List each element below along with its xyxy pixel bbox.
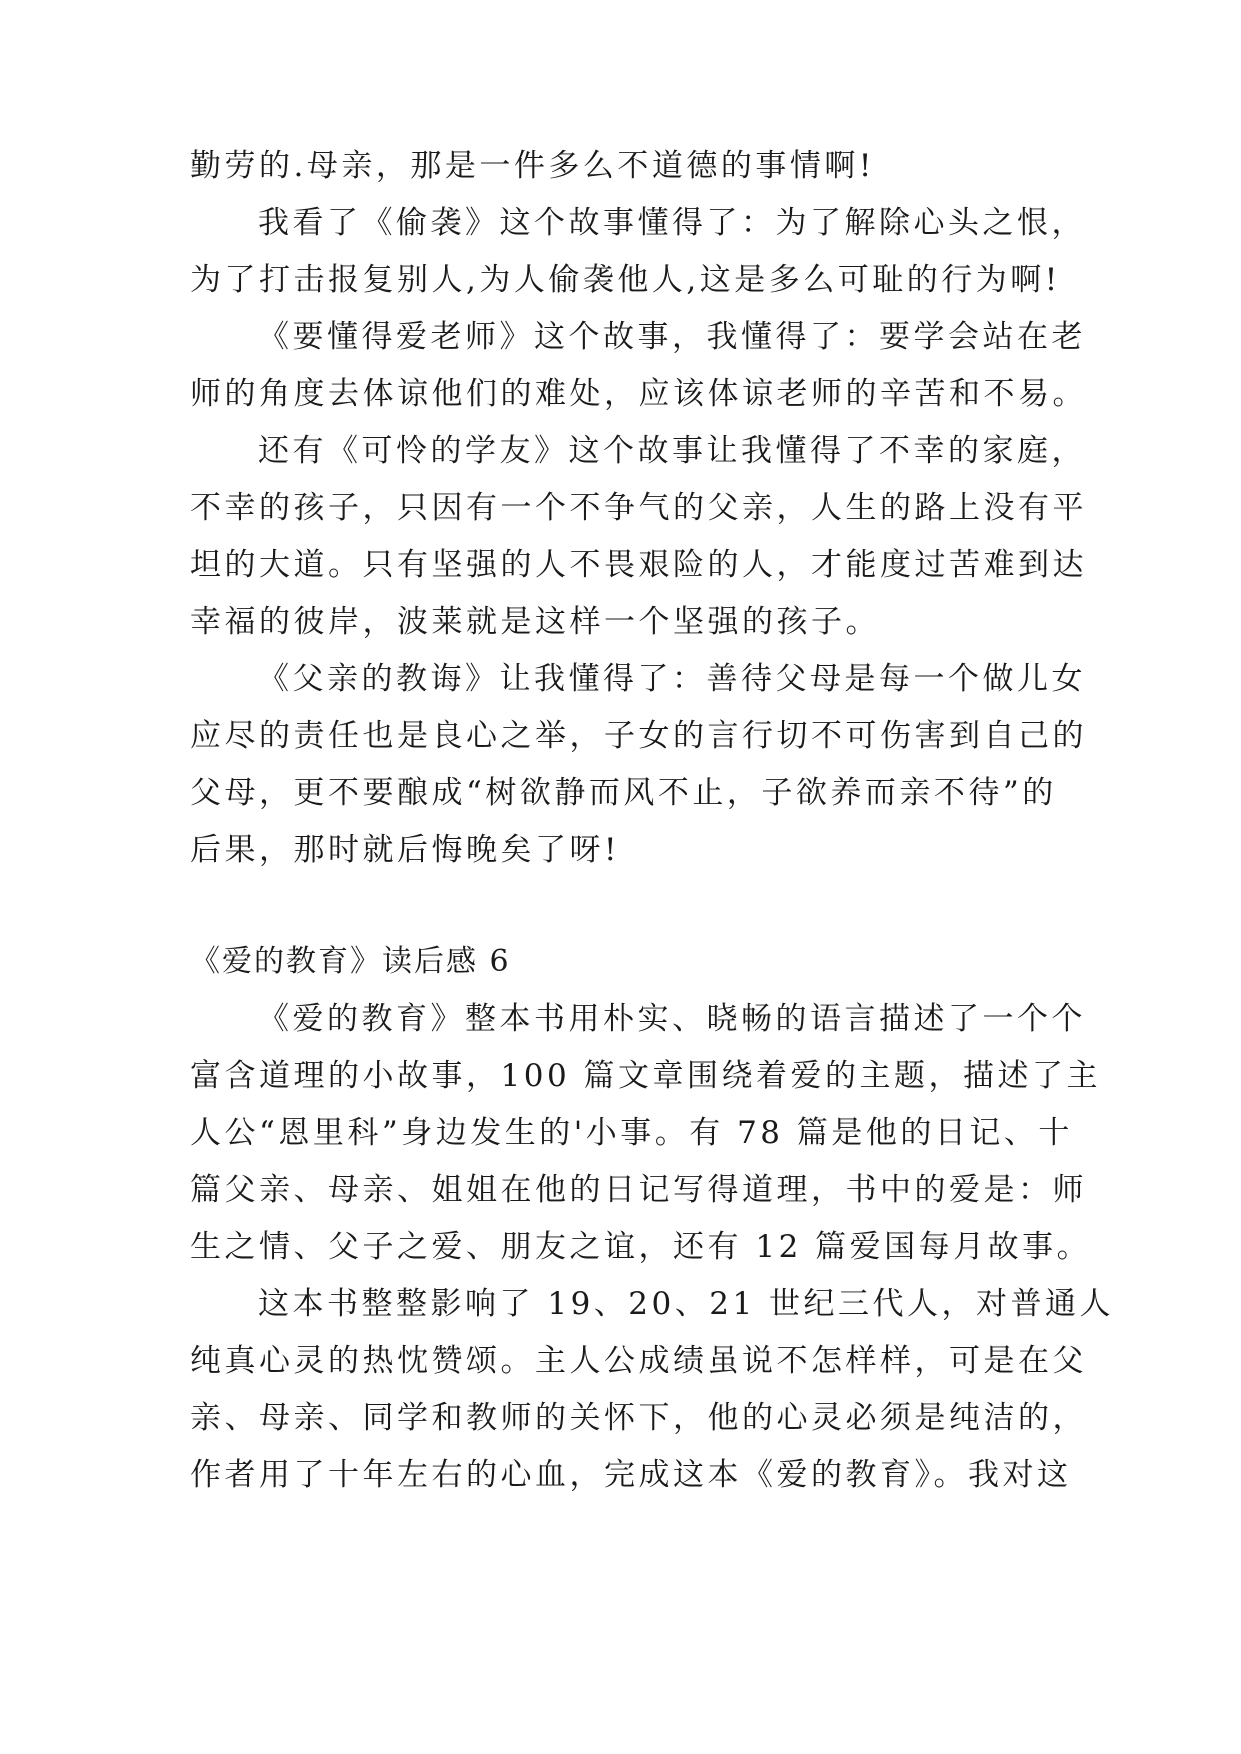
text-line: 幸福的彼岸，波莱就是这样一个坚强的孩子。 — [190, 604, 880, 640]
text-line: 篇父亲、母亲、姐姐在他的日记写得道理，书中的爱是：师 — [190, 1172, 1087, 1208]
text-line: 亲、母亲、同学和教师的关怀下，他的心灵必须是纯洁的， — [190, 1400, 1087, 1436]
text-line: 后果，那时就后悔晚矣了呀! — [190, 832, 620, 868]
text-line: 师的角度去体谅他们的难处，应该体谅老师的辛苦和不易。 — [190, 376, 1087, 412]
text-line: 我看了《偷袭》这个故事懂得了：为了解除心头之恨， — [258, 205, 1086, 241]
text-line: 坦的大道。只有坚强的人不畏艰险的人，才能度过苦难到达 — [190, 547, 1087, 583]
text-line: 富含道理的小故事，100 篇文章围绕着爱的主题，描述了主 — [190, 1058, 1102, 1094]
text-line: 《爱的教育》整本书用朴实、晓畅的语言描述了一个个 — [258, 1001, 1086, 1037]
text-line: 勤劳的.母亲，那是一件多么不道德的事情啊! — [190, 148, 875, 184]
section-title: 《爱的教育》读后感 6 — [190, 944, 511, 979]
text-line: 《父亲的教诲》让我懂得了：善待父母是每一个做儿女 — [258, 661, 1086, 697]
text-line: 不幸的孩子，只因有一个不争气的父亲，人生的路上没有平 — [190, 490, 1087, 526]
text-line: 这本书整整影响了 19、20、21 世纪三代人，对普通人 — [258, 1286, 1115, 1322]
text-line: 应尽的责任也是良心之举，子女的言行切不可伤害到自己的 — [190, 718, 1087, 754]
text-line: 生之情、父子之爱、朋友之谊，还有 12 篇爱国每月故事。 — [190, 1229, 1092, 1265]
text-line: 为了打击报复别人,为人偷袭他人,这是多么可耻的行为啊! — [190, 262, 1061, 298]
text-line: 父母，更不要酿成“树欲静而风不止，子欲养而亲不待”的 — [190, 775, 1057, 811]
text-line: 还有《可怜的学友》这个故事让我懂得了不幸的家庭， — [258, 433, 1086, 469]
text-line: 《要懂得爱老师》这个故事，我懂得了：要学会站在老 — [258, 319, 1086, 355]
text-line: 纯真心灵的热忱赞颂。主人公成绩虽说不怎样样，可是在父 — [190, 1343, 1087, 1379]
text-line: 作者用了十年左右的心血，完成这本《爱的教育》。我对这 — [190, 1457, 1072, 1493]
text-line: 人公“恩里科”身边发生的'小事。有 78 篇是他的日记、十 — [190, 1115, 1073, 1151]
